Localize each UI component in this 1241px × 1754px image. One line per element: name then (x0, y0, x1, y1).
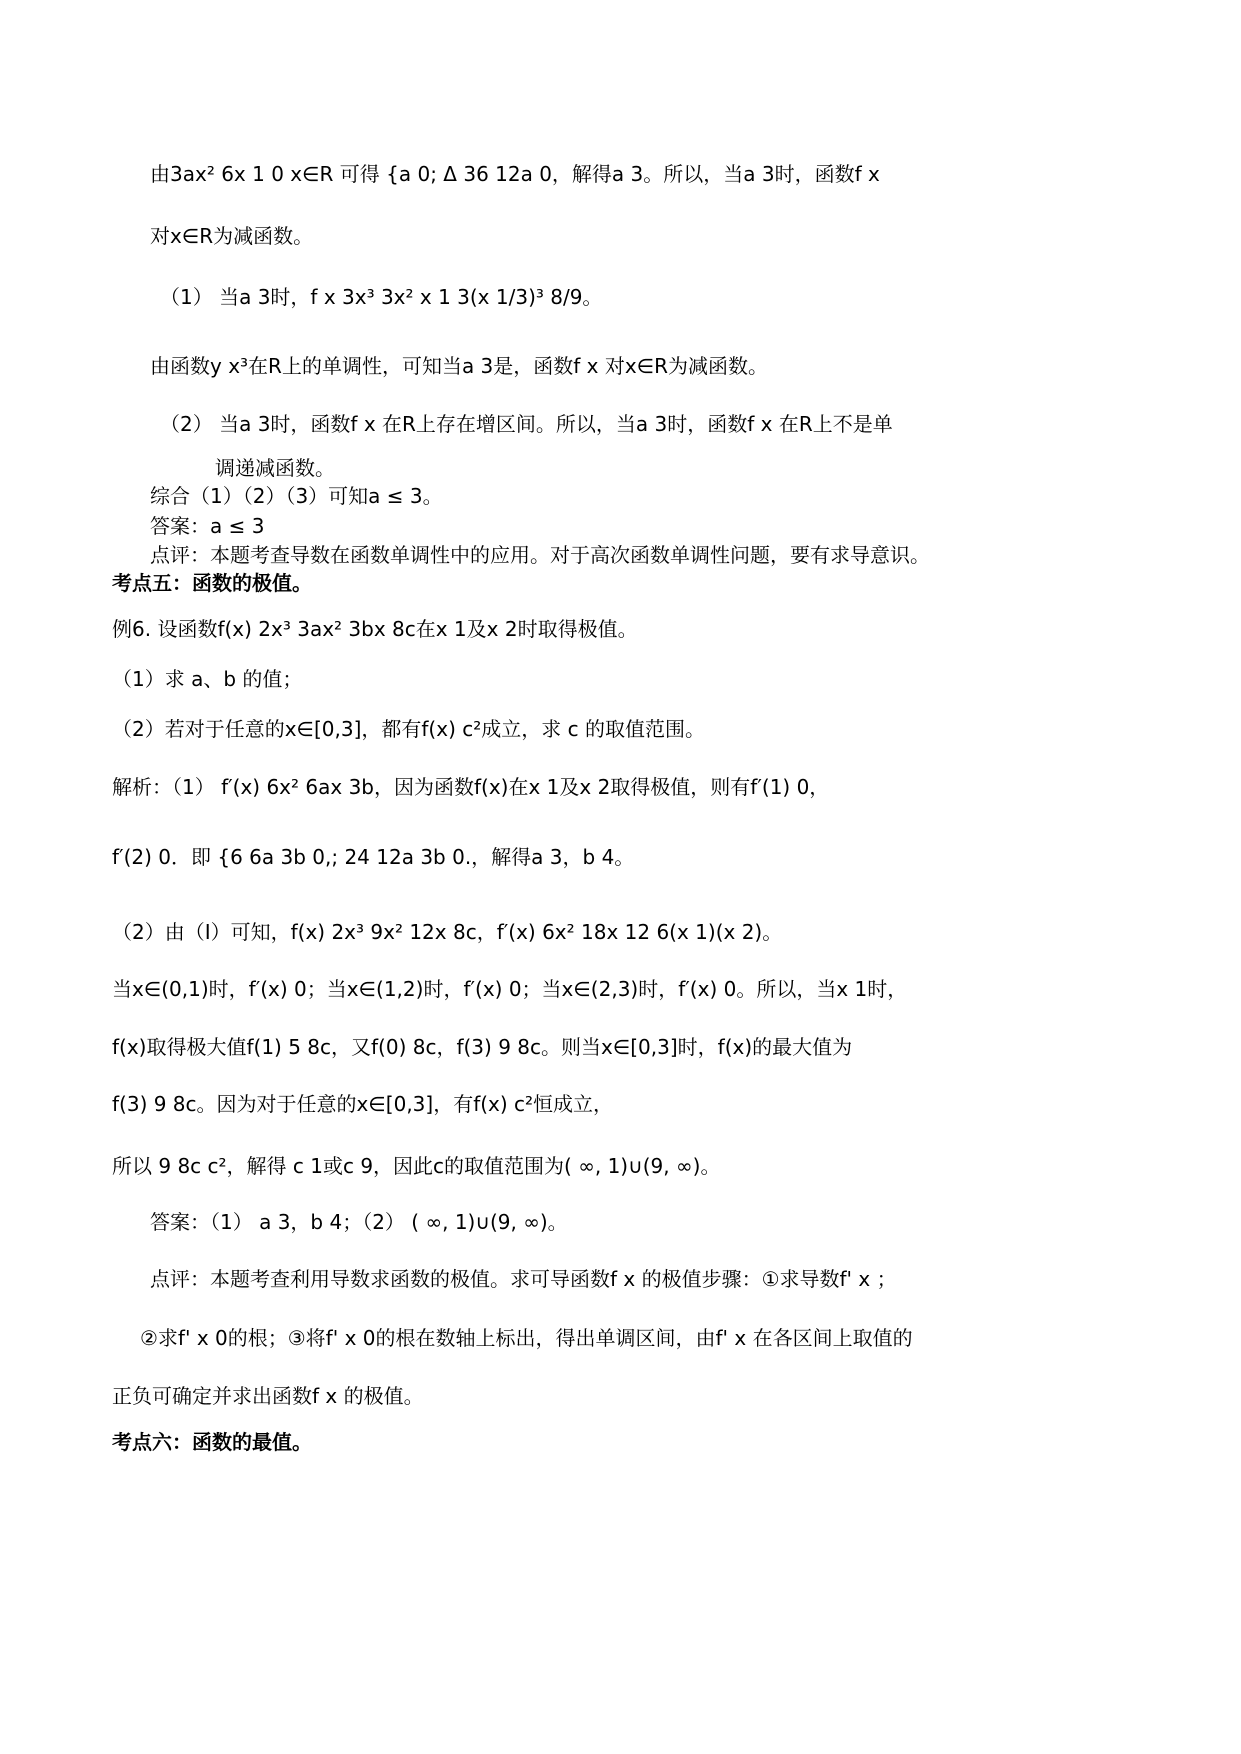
text-line-15: f′(2) 0．即 {6 6a 3b 0,; 24 12a 3b 0.，解得a 3，b 4。 (112, 845, 635, 869)
text-line-21: 答案：（1） a 3，b 4；（2） ( ∞, 1)∪(9, ∞)。 (150, 1210, 568, 1234)
text-line-11: 例6. 设函数f(x) 2x³ 3ax² 3bx 8c在x 1及x 2时取得极值。 (112, 617, 638, 641)
section-heading-5: 考点五：函数的极值。 (112, 571, 312, 595)
text-line-8: 答案：a ≤ 3 (150, 514, 265, 538)
text-line-20: 所以 9 8c c²，解得 c 1或c 9，因此c的取值范围为( ∞, 1)∪(9, ∞)。 (112, 1154, 721, 1178)
text-line-16: （2）由（Ⅰ）可知，f(x) 2x³ 9x² 12x 8c，f′(x) 6x² 18x 12 6(x 1)(x 2)。 (112, 920, 783, 944)
text-line-24: 正负可确定并求出函数f x 的极值。 (112, 1384, 424, 1408)
text-line-19: f(3) 9 8c。因为对于任意的x∈[0,3]，有f(x) c²恒成立， (112, 1092, 614, 1116)
text-line-22: 点评：本题考查利用导数求函数的极值。求可导函数f x 的极值步骤：①求导数f' x ； (150, 1267, 897, 1291)
text-line-12: （1）求 a、b 的值； (112, 667, 303, 691)
text-line-14: 解析：（1） f′(x) 6x² 6ax 3b，因为函数f(x)在x 1及x 2取得极值，则有f′(1) 0， (112, 775, 830, 799)
section-heading-6: 考点六：函数的最值。 (112, 1430, 312, 1454)
text-line-7: 综合（1）（2）（3）可知a ≤ 3。 (150, 484, 443, 508)
text-line-3: （1） 当a 3时，f x 3x³ 3x² x 1 3(x 1/3)³ 8/9。 (160, 285, 603, 309)
text-line-4: 由函数y x³在R上的单调性，可知当a 3是，函数f x 对x∈R为减函数。 (150, 354, 769, 378)
text-line-1: 由3ax² 6x 1 0 x∈R 可得 {a 0; Δ 36 12a 0，解得a 3。所以，当a 3时，函数f x (150, 162, 880, 186)
text-line-9: 点评：本题考查导数在函数单调性中的应用。对于高次函数单调性问题，要有求导意识。 (150, 543, 930, 567)
text-line-23: ②求f' x 0的根；③将f' x 0的根在数轴上标出，得出单调区间，由f' x 在各区间上取值的 (140, 1326, 913, 1350)
text-line-18: f(x)取得极大值f(1) 5 8c，又f(0) 8c，f(3) 9 8c。则当x∈[0,3]时，f(x)的最大值为 (112, 1035, 853, 1059)
text-line-13: （2）若对于任意的x∈[0,3]，都有f(x) c²成立，求 c 的取值范围。 (112, 717, 705, 741)
text-line-17: 当x∈(0,1)时，f′(x) 0；当x∈(1,2)时，f′(x) 0；当x∈(2,3)时，f′(x) 0。所以，当x 1时， (112, 977, 908, 1001)
text-line-6: 调递减函数。 (215, 456, 335, 480)
text-line-5: （2） 当a 3时，函数f x 在R上存在增区间。所以，当a 3时，函数f x 在R上不是单 (160, 412, 893, 436)
text-line-2: 对x∈R为减函数。 (150, 224, 314, 248)
